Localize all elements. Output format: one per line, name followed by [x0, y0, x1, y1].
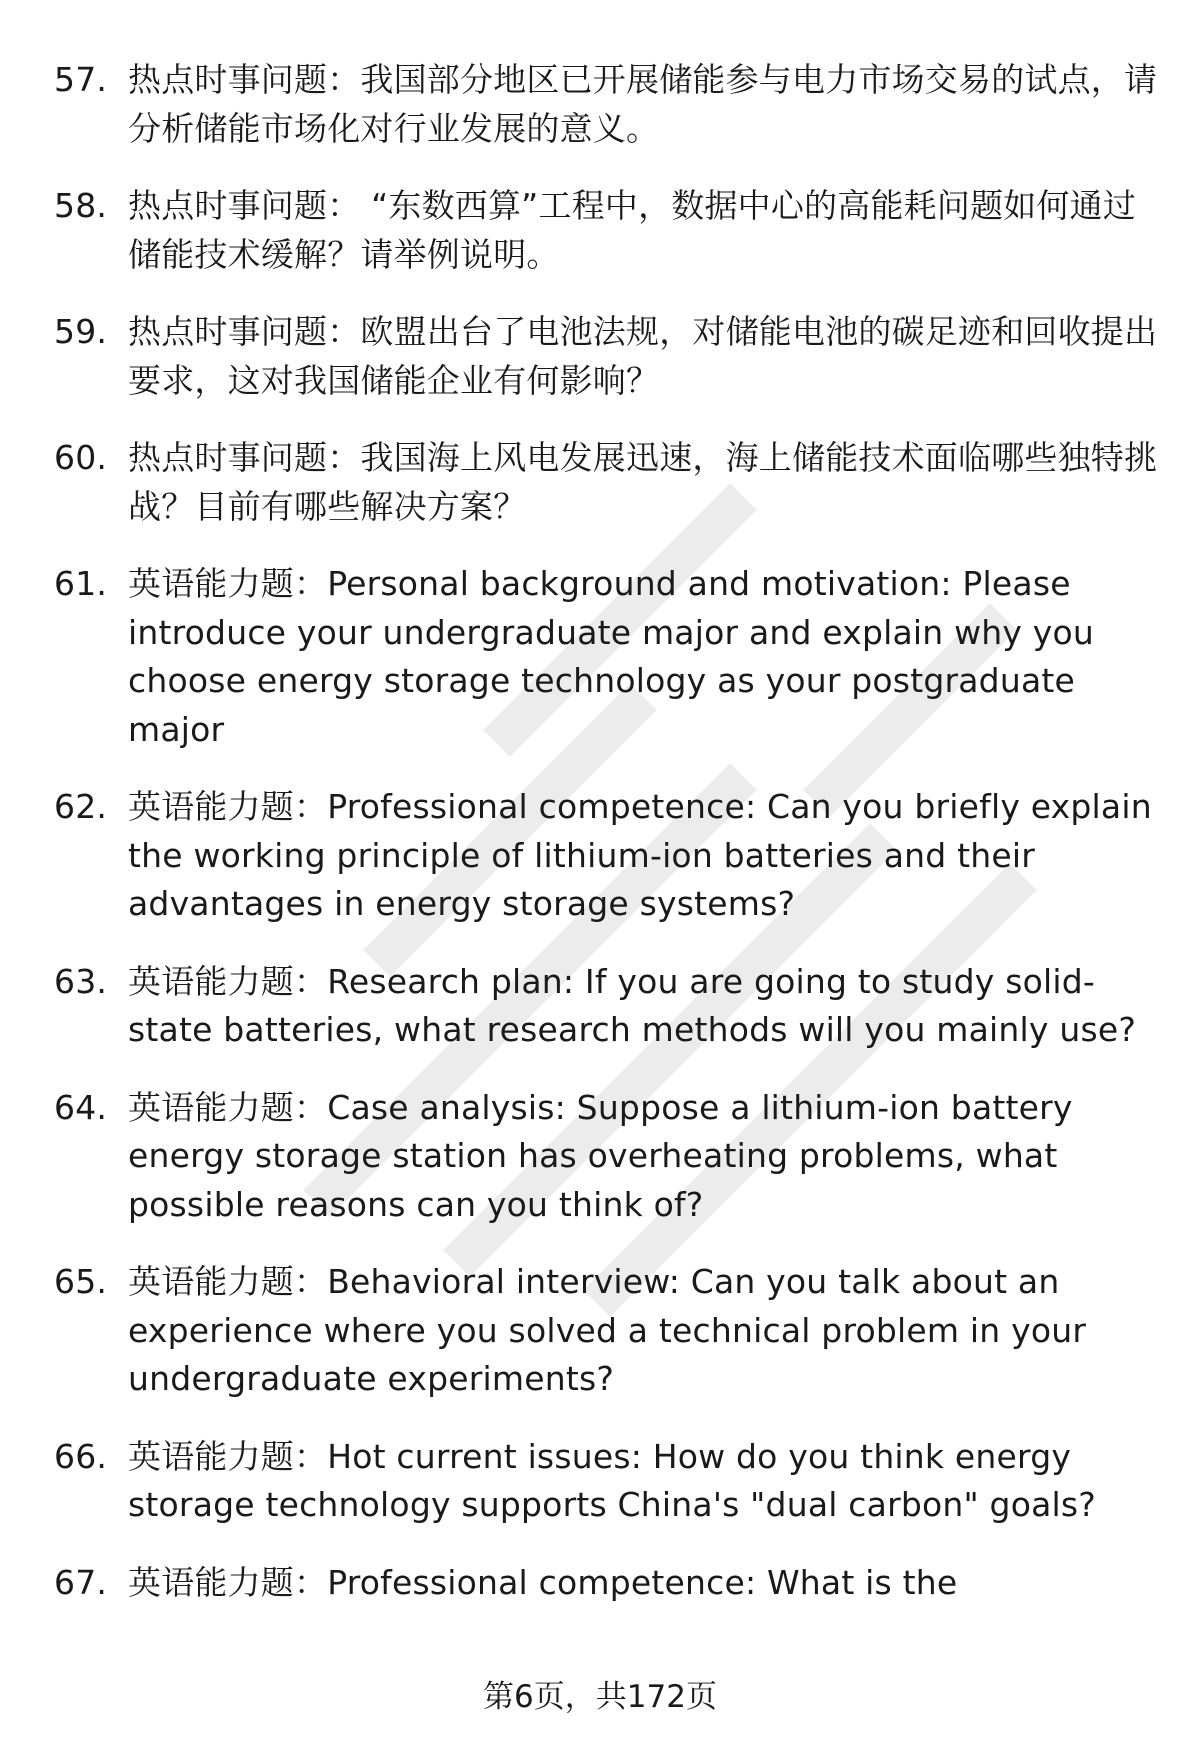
question-number: 63. [54, 961, 108, 1001]
list-item [54, 1559, 1164, 1608]
question-text: 英语能力题：Hot current issues: How do you think energy storage technology supports China's "dual carbon" goals? [128, 1436, 1096, 1524]
list-item [54, 958, 1164, 1055]
question-text: 热点时事问题：欧盟出台了电池法规，对储能电池的碳足迹和回收提出要求，这对我国储能企业有何影响？ [128, 312, 1158, 400]
page-footer: 第6页，共172页 [483, 1679, 717, 1715]
question-text: 英语能力题：Behavioral interview: Can you talk about an experience where you solved a technical problem in your undergraduate experiments? [128, 1262, 1087, 1398]
list-item [54, 1433, 1164, 1530]
question-number: 67. [54, 1562, 108, 1602]
question-number: 58. [54, 186, 108, 225]
question-text: 英语能力题：Professional competence: Can you briefly explain the working principle of lithium-ion batteries and their advantages in energy storage systems? [128, 787, 1152, 923]
list-item [54, 182, 1164, 279]
question-list [54, 56, 1164, 1636]
question-number: 61. [54, 564, 108, 603]
question-number: 62. [54, 787, 108, 826]
list-item [54, 56, 1164, 153]
list-item [54, 1258, 1164, 1404]
question-text: 英语能力题：Case analysis: Suppose a lithium-ion battery energy storage station has overheating problems, what possible reasons can you think of? [128, 1087, 1073, 1224]
list-item [54, 1084, 1164, 1230]
list-item [54, 308, 1164, 405]
question-text: 热点时事问题：我国部分地区已开展储能参与电力市场交易的试点，请分析储能市场化对行业发展的意义。 [128, 60, 1158, 148]
question-number: 60. [54, 438, 108, 477]
question-number: 65. [54, 1262, 108, 1301]
question-text: 英语能力题：Research plan: If you are going to study solid-state batteries, what research methods will you mainly use? [128, 961, 1137, 1049]
question-number: 59. [54, 312, 108, 351]
question-number: 64. [54, 1087, 108, 1127]
question-text: 英语能力题：Personal background and motivation: Please introduce your undergraduate major and explain why you choose energy storage technology as your postgraduate major [128, 564, 1095, 749]
list-item [54, 434, 1164, 531]
list-item [54, 783, 1164, 929]
question-text: 热点时事问题： “东数西算”工程中，数据中心的高能耗问题如何通过储能技术缓解？请举例说明。 [128, 186, 1137, 274]
question-number: 66. [54, 1436, 108, 1476]
question-number: 57. [54, 60, 108, 99]
question-text: 英语能力题：Professional competence: What is the [128, 1562, 958, 1602]
question-text: 热点时事问题：我国海上风电发展迅速，海上储能技术面临哪些独特挑战？目前有哪些解决方案？ [128, 438, 1158, 526]
list-item [54, 560, 1164, 754]
